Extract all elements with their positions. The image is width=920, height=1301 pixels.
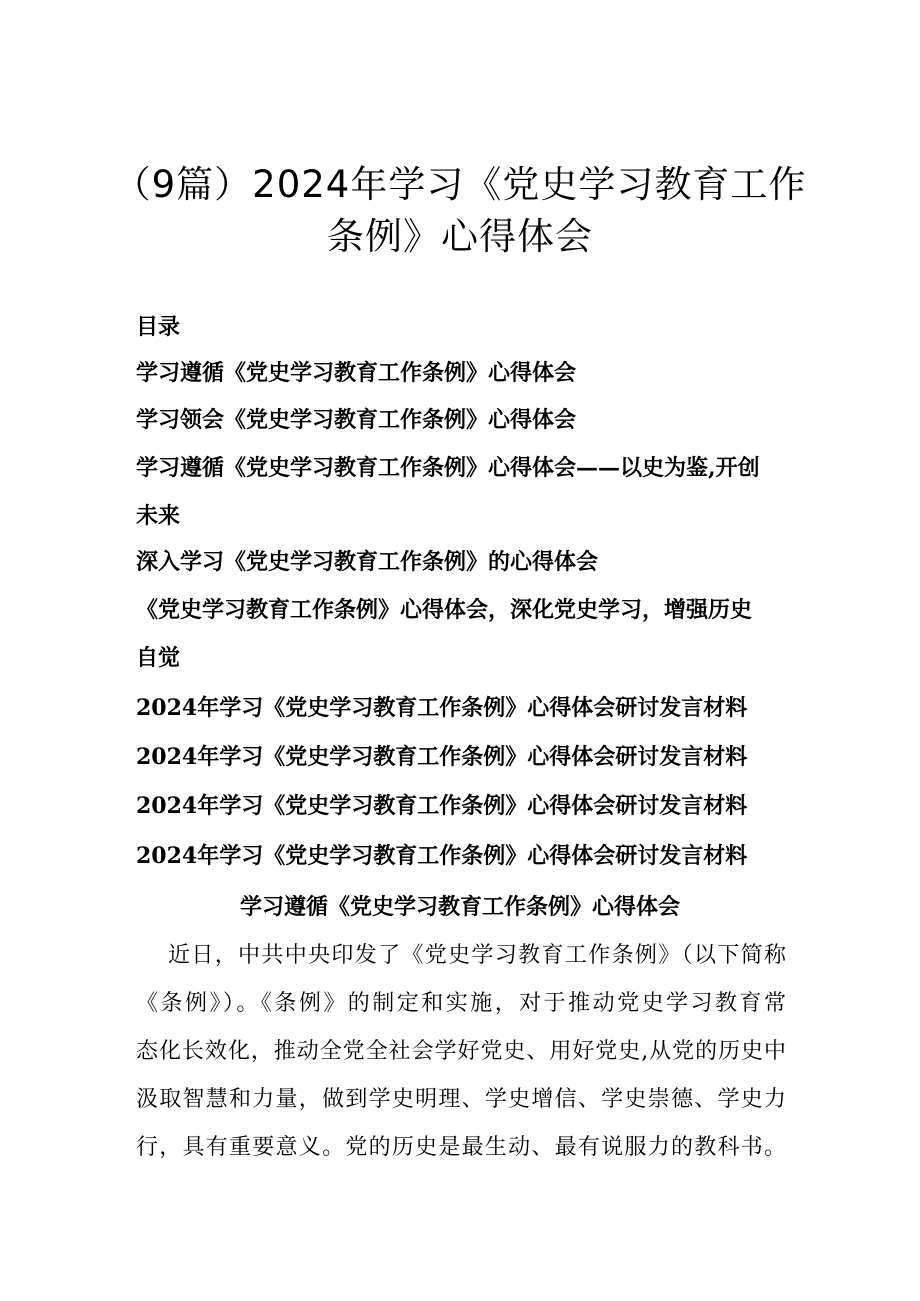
toc-entry: 学习遵循《党史学习教育工作条例》心得体会——以史为鉴,开创 (136, 455, 760, 481)
toc-entry: 深入学习《党史学习教育工作条例》的心得体会 (136, 549, 599, 575)
toc-label: 目录 (136, 314, 181, 340)
toc-entry: 2024年学习《党史学习教育工作条例》心得体会研讨发言材料 (136, 695, 748, 721)
toc-entry: 2024年学习《党史学习教育工作条例》心得体会研讨发言材料 (136, 744, 748, 770)
section-heading: 学习遵循《党史学习教育工作条例》心得体会 (239, 894, 680, 920)
toc-entry: 2024年学习《党史学习教育工作条例》心得体会研讨发言材料 (136, 793, 748, 819)
toc-entry-continuation: 未来 (136, 503, 181, 529)
toc-entry: 学习领会《党史学习教育工作条例》心得体会 (136, 407, 577, 433)
toc-entry: 《党史学习教育工作条例》心得体会，深化党史学习，增强历史 (136, 597, 753, 623)
document-title-line-2: 条例》心得体会 (327, 215, 593, 258)
body-paragraph-line: 近日，中共中央印发了《党史学习教育工作条例》（以下简称 (168, 943, 786, 968)
document-title-line-1: （9篇）2024年学习《党史学习教育工作 (113, 163, 807, 206)
toc-entry: 2024年学习《党史学习教育工作条例》心得体会研讨发言材料 (136, 843, 748, 869)
body-paragraph-line: 汲取智慧和力量，做到学史明理、学史增信、学史崇德、学史力 (136, 1087, 786, 1112)
body-paragraph-line: 《条例》）。《条例》的制定和实施，对于推动党史学习教育常 (136, 991, 786, 1016)
body-paragraph-line: 行，具有重要意义。党的历史是最生动、最有说服力的教科书。 (136, 1135, 786, 1160)
toc-entry-continuation: 自觉 (136, 645, 181, 671)
toc-entry: 学习遵循《党史学习教育工作条例》心得体会 (136, 360, 577, 386)
body-paragraph-line: 态化长效化，推动全党全社会学好党史、用好党史,从党的历史中 (136, 1039, 786, 1064)
